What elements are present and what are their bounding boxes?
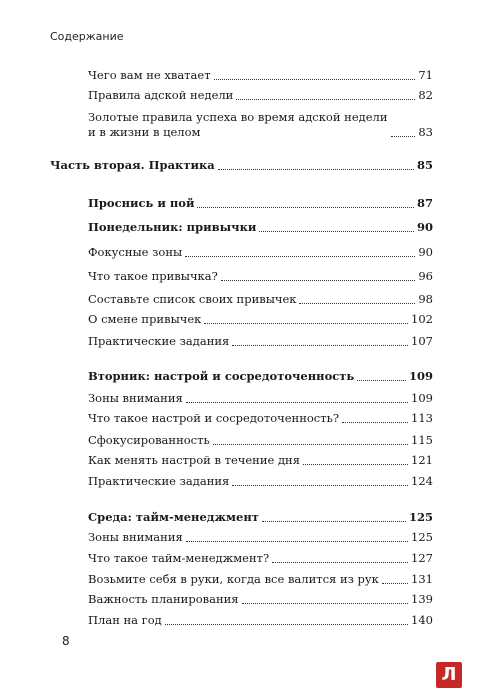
toc-entry-title: Зоны внимания bbox=[88, 530, 183, 544]
toc-entry[interactable] bbox=[88, 572, 433, 587]
toc-entry-page: 125 bbox=[408, 510, 433, 524]
leader-dots bbox=[204, 323, 408, 324]
toc-entry-page: 96 bbox=[418, 269, 433, 283]
toc-entry[interactable] bbox=[88, 551, 433, 566]
leader-dots bbox=[236, 99, 415, 100]
leader-dots bbox=[382, 583, 408, 584]
toc-entry[interactable] bbox=[88, 411, 433, 426]
page-number: 8 bbox=[62, 634, 70, 648]
toc-entry-page: 121 bbox=[411, 453, 433, 467]
leader-dots bbox=[232, 485, 408, 486]
toc-entry-title-line: Золотые правила успеха во время адской недели bbox=[88, 110, 388, 124]
toc-part-heading[interactable] bbox=[50, 158, 433, 173]
toc-entry-page: 90 bbox=[416, 220, 433, 234]
toc-entry-title: Что такое тайм-менеджмент? bbox=[88, 551, 270, 565]
leader-dots bbox=[197, 207, 414, 208]
leader-dots bbox=[213, 444, 408, 445]
toc-entry-title: Понедельник: привычки bbox=[88, 220, 257, 234]
toc-chapter-heading[interactable] bbox=[88, 369, 433, 384]
toc-entry-page: 107 bbox=[411, 334, 433, 348]
toc-entry-page: 102 bbox=[411, 312, 433, 326]
toc-entry-title: О смене привычек bbox=[88, 312, 202, 326]
toc-entry-page: 109 bbox=[411, 391, 433, 405]
toc-entry-title: Проснись и пой bbox=[88, 196, 195, 210]
toc-entry-page: 125 bbox=[411, 530, 433, 544]
toc-entry-title: Среда: тайм-менеджмент bbox=[88, 510, 259, 524]
toc-chapter-heading[interactable] bbox=[88, 220, 433, 235]
toc-entry-title: Сфокусированность bbox=[88, 433, 210, 447]
toc-entry-page: 124 bbox=[411, 474, 433, 488]
toc-entry-title: Практические задания bbox=[88, 334, 230, 348]
toc-entry-title: Составьте список своих привычек bbox=[88, 292, 297, 306]
toc-entry-title: План на год bbox=[88, 613, 162, 627]
toc-entry[interactable] bbox=[88, 433, 433, 448]
toc-entry[interactable] bbox=[88, 245, 433, 260]
toc-entry-page: 140 bbox=[411, 613, 433, 627]
toc-entry[interactable] bbox=[88, 530, 433, 545]
toc-entry-title: Фокусные зоны bbox=[88, 245, 183, 259]
toc-entry-page: 71 bbox=[418, 68, 433, 82]
toc-entry[interactable] bbox=[88, 110, 433, 140]
leader-dots bbox=[218, 169, 414, 170]
leader-dots bbox=[262, 521, 406, 522]
toc-entry-page: 82 bbox=[418, 88, 433, 102]
toc-entry-page: 115 bbox=[411, 433, 433, 447]
toc-entry-title: Вторник: настрой и сосредоточенность bbox=[88, 369, 355, 383]
toc-entry-title: Возьмите себя в руки, когда все валится из рук bbox=[88, 572, 379, 586]
leader-dots bbox=[186, 402, 408, 403]
running-head: Содержание bbox=[50, 30, 124, 43]
toc-entry-page: 139 bbox=[411, 592, 433, 606]
toc-entry-title: Часть вторая. Практика bbox=[50, 158, 215, 172]
leader-dots bbox=[221, 280, 416, 281]
leader-dots bbox=[357, 380, 406, 381]
toc-entry-page: 131 bbox=[411, 572, 433, 586]
toc-entry[interactable] bbox=[88, 269, 433, 284]
leader-dots bbox=[165, 624, 408, 625]
toc-entry[interactable] bbox=[88, 88, 433, 103]
toc-entry[interactable] bbox=[88, 334, 433, 349]
toc-entry[interactable] bbox=[88, 312, 433, 327]
toc-entry-page: 83 bbox=[418, 125, 433, 139]
toc-entry-page: 109 bbox=[408, 369, 433, 383]
toc-entry-title: Правила адской недели bbox=[88, 88, 234, 102]
toc-entry[interactable] bbox=[88, 292, 433, 307]
leader-dots bbox=[186, 541, 408, 542]
toc-entry-page: 90 bbox=[418, 245, 433, 259]
leader-dots bbox=[272, 562, 408, 563]
leader-dots bbox=[185, 256, 415, 257]
toc-entry-page: 127 bbox=[411, 551, 433, 565]
leader-dots bbox=[259, 231, 414, 232]
toc-entry-page: 113 bbox=[411, 411, 433, 425]
toc-entry-title: Как менять настрой в течение дня bbox=[88, 453, 300, 467]
leader-dots bbox=[214, 79, 416, 80]
leader-dots bbox=[391, 136, 416, 137]
toc-entry[interactable] bbox=[88, 592, 433, 607]
leader-dots bbox=[242, 603, 408, 604]
toc-entry[interactable] bbox=[88, 391, 433, 406]
toc-chapter-heading[interactable] bbox=[88, 196, 433, 211]
toc-entry-title: Важность планирования bbox=[88, 592, 239, 606]
leader-dots bbox=[342, 422, 408, 423]
toc-entry[interactable] bbox=[88, 474, 433, 489]
toc-entry-title: Что такое настрой и сосредоточенность? bbox=[88, 411, 340, 425]
toc-entry-page: 85 bbox=[416, 158, 433, 172]
toc-entry-title: Что такое привычка? bbox=[88, 269, 218, 283]
leader-dots bbox=[303, 464, 408, 465]
leader-dots bbox=[232, 345, 408, 346]
toc-entry-title: Зоны внимания bbox=[88, 391, 183, 405]
toc-entry-title-line: и в жизни в целом bbox=[88, 125, 201, 139]
toc-entry-title: Практические задания bbox=[88, 474, 230, 488]
leader-dots bbox=[299, 303, 415, 304]
publisher-logo-icon: Л bbox=[436, 662, 462, 688]
toc-entry-title: Чего вам не хватает bbox=[88, 68, 211, 82]
toc-chapter-heading[interactable] bbox=[88, 510, 433, 525]
toc-entry-title bbox=[88, 110, 388, 140]
toc-entry[interactable] bbox=[88, 453, 433, 468]
toc-entry-page: 98 bbox=[418, 292, 433, 306]
toc-entry-page: 87 bbox=[416, 196, 433, 210]
toc-entry[interactable] bbox=[88, 613, 433, 628]
toc-entry[interactable] bbox=[88, 68, 433, 83]
